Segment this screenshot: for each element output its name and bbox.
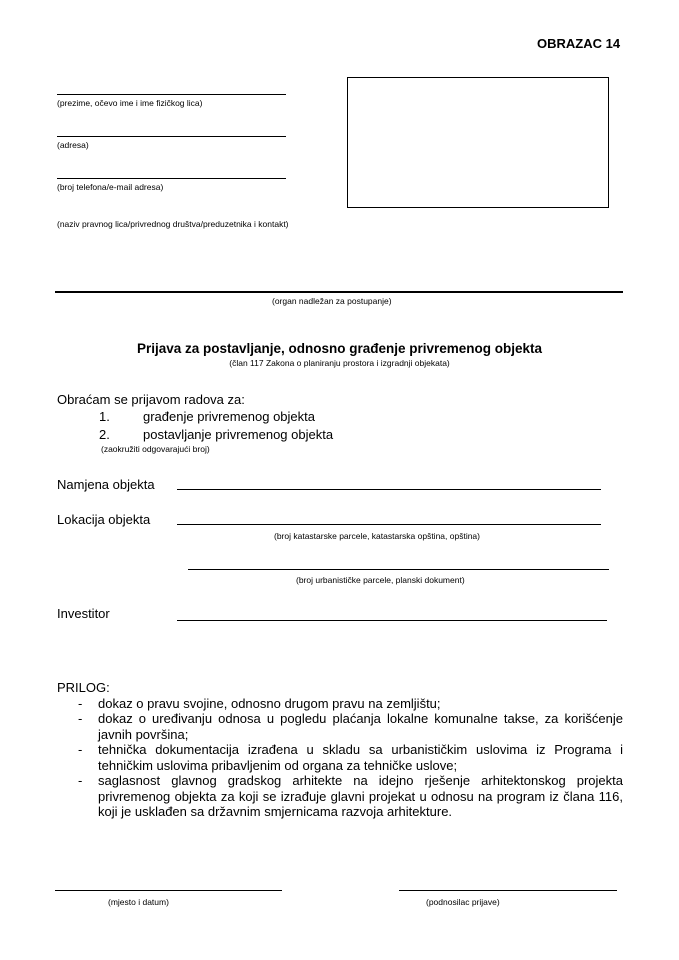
attachment-item: - dokaz o uređivanju odnosa u pogledu plaćanja lokalne komunalne takse, za korišćenje javnih površina;	[78, 711, 623, 742]
attachment-item: - tehnička dokumentacija izrađena u skladu sa urbanističkim uslovima iz Programa i tehničkim uslovima pribavljenim od organa za tehničke uslove;	[78, 742, 623, 773]
purpose-field[interactable]	[177, 489, 601, 490]
bullet: -	[78, 695, 83, 711]
attachments-heading: PRILOG:	[57, 680, 110, 695]
urban-caption: (broj urbanističke parcele, planski dokument)	[296, 575, 465, 585]
option-1-number[interactable]: 1.	[99, 409, 110, 424]
place-date-line[interactable]	[55, 890, 282, 891]
name-caption: (prezime, očevo ime i ime fizičkog lica)	[57, 98, 203, 108]
form-code: OBRAZAC 14	[537, 36, 621, 51]
location-label: Lokacija objekta	[57, 512, 151, 527]
investor-field[interactable]	[177, 620, 607, 621]
signature-line[interactable]	[399, 890, 617, 891]
works-intro: Obraćam se prijavom radova za:	[57, 392, 245, 407]
attachments-section	[57, 680, 623, 820]
applicant-signature-caption: (podnosilac prijave)	[426, 897, 500, 907]
purpose-label: Namjena objekta	[57, 477, 155, 492]
address-line[interactable]	[57, 136, 286, 137]
location-field[interactable]	[177, 524, 601, 525]
attachment-item: - dokaz o pravu svojine, odnosno drugom pravu na zemljištu;	[78, 695, 441, 711]
circle-note: (zaokružiti odgovarajući broj)	[101, 444, 210, 454]
cadastral-caption: (broj katastarske parcele, katastarska opština, opština)	[274, 531, 480, 541]
contact-caption: (broj telefona/e-mail adresa)	[57, 182, 164, 192]
legal-entity-caption: (naziv pravnog lica/privrednog društva/preduzetnika i kontakt)	[57, 219, 289, 229]
option-1-label: građenje privremenog objekta	[143, 409, 315, 424]
bullet: -	[78, 742, 83, 757]
urban-parcel-field[interactable]	[188, 569, 609, 570]
option-2-number[interactable]: 2.	[99, 427, 110, 442]
document-title: Prijava za postavljanje, odnosno građenje privremenog objekta	[136, 341, 543, 356]
contact-line[interactable]	[57, 178, 286, 179]
bullet: -	[78, 711, 83, 726]
address-caption: (adresa)	[57, 140, 89, 150]
option-2-label: postavljanje privremenog objekta	[143, 427, 334, 442]
place-date-caption: (mjesto i datum)	[108, 897, 169, 907]
attachment-item: - saglasnost glavnog gradskog arhitekte na idejno rješenje arhitektonskog projekta privremenog objekta za koji se izrađuje glavni projekat u odnosu na program iz člana 116, koji je usklađen sa državnim smjernicama razvoja arhitekture.	[78, 773, 623, 819]
attachments-list	[57, 696, 623, 820]
authority-line[interactable]	[55, 291, 623, 293]
stamp-box[interactable]	[347, 77, 609, 208]
document-subtitle: (član 117 Zakona o planiranju prostora i izgradnji objekata)	[229, 358, 450, 368]
authority-caption: (organ nadležan za postupanje)	[272, 296, 392, 306]
name-line[interactable]	[57, 94, 286, 95]
investor-label: Investitor	[57, 606, 110, 621]
bullet: -	[78, 773, 83, 788]
